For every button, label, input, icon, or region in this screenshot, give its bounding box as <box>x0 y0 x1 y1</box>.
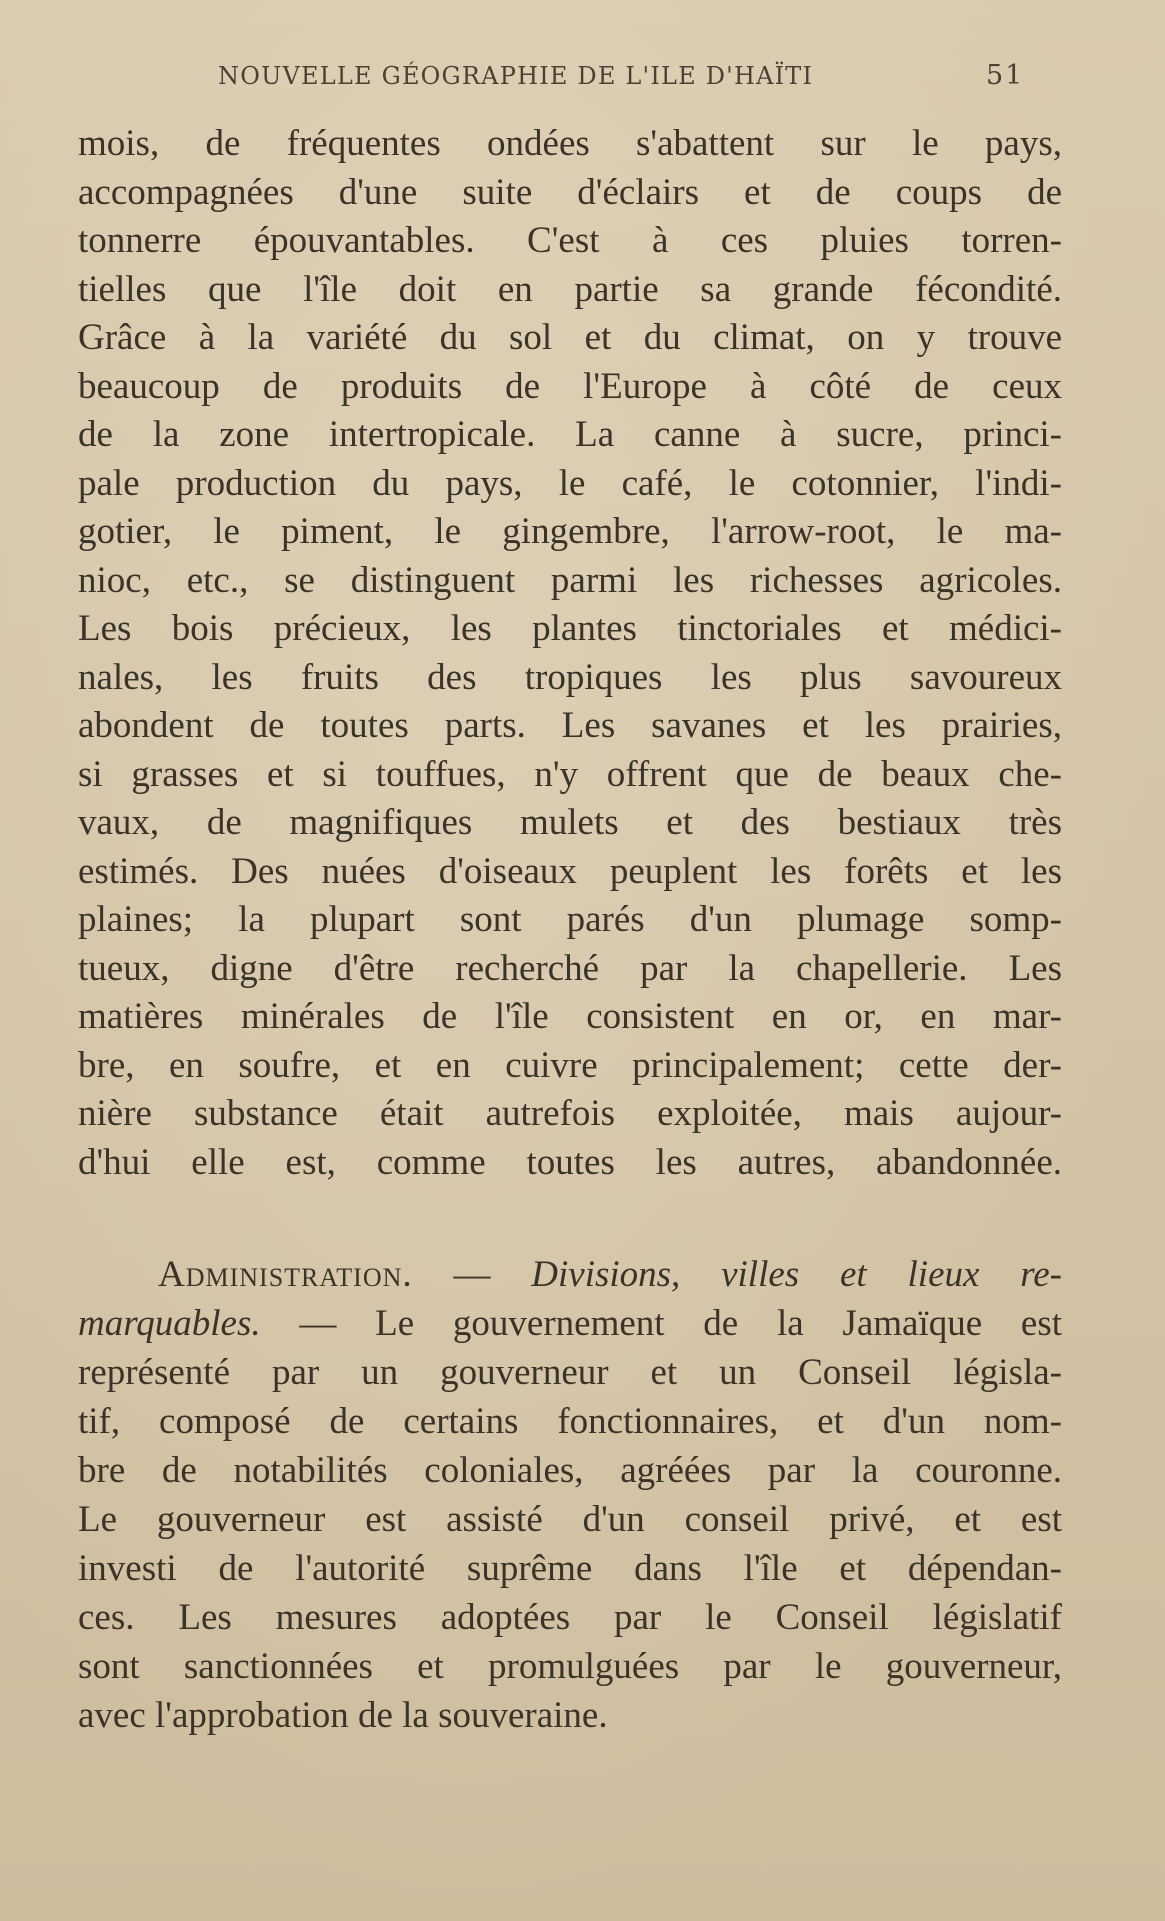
text-line: pale production du pays, le café, le cotonnier, l'indi- <box>78 462 1062 504</box>
section-heading: Administration. <box>158 1254 413 1295</box>
page-header <box>0 58 1165 102</box>
section-heading-line <box>78 1250 1062 1299</box>
text-line: de la zone intertropicale. La canne à sucre, princi- <box>78 414 1062 455</box>
paragraph-administration <box>78 1250 1062 1740</box>
text-line: Grâce à la variété du sol et du climat, on y trouve <box>78 317 1062 358</box>
text-line: Le gouverneur est assisté d'un conseil privé, et est <box>78 1499 1062 1540</box>
text-line: tonnerre épouvantables. C'est à ces pluies torren- <box>78 220 1062 261</box>
text-line: sont sanctionnées et promulguées par le gouverneur, <box>78 1646 1062 1687</box>
section-subheading: Divisions, villes et lieux re- <box>531 1254 1062 1295</box>
text-line: investi de l'autorité suprême dans l'île et dépendan- <box>78 1548 1062 1589</box>
text-line: tielles que l'île doit en partie sa grande fécondité. <box>78 268 1062 310</box>
text-line: nioc, etc., se distinguent parmi les richesses agricoles. <box>78 559 1062 601</box>
text-line: bre, en soufre, et en cuivre principalement; cette der- <box>78 1044 1062 1086</box>
text-line: vaux, de magnifiques mulets et des bestiaux très <box>78 802 1062 843</box>
text-line: d'hui elle est, comme toutes les autres, abandonnée. <box>78 1141 1062 1183</box>
section-subheading-continued: marquables. <box>78 1303 261 1344</box>
text-line: nales, les fruits des tropiques les plus savoureux <box>78 656 1062 698</box>
text-line: Les bois précieux, les plantes tinctoriales et médici- <box>78 608 1062 649</box>
text-line: matières minérales de l'île consistent en or, en mar- <box>78 996 1062 1037</box>
heading-dash: — <box>412 1254 532 1295</box>
text-line: ces. Les mesures adoptées par le Conseil législatif <box>78 1597 1062 1638</box>
text-line: nière substance était autrefois exploitée, mais aujour- <box>78 1093 1062 1134</box>
text-line: estimés. Des nuées d'oiseaux peuplent les forêts et les <box>78 850 1062 892</box>
text-line <box>78 1299 1062 1348</box>
text-line: avec l'approbation de la souveraine. <box>78 1695 608 1736</box>
text-line: tif, composé de certains fonctionnaires, et d'un nom- <box>78 1401 1062 1442</box>
running-title: NOUVELLE GÉOGRAPHIE DE L'ILE D'HAÏTI <box>218 62 814 90</box>
subheading-dash: — <box>260 1303 376 1344</box>
text-fragment: Le gouvernement de la Jamaïque est <box>375 1303 1063 1344</box>
text-line: si grasses et si touffues, n'y offrent que de beaux che- <box>78 753 1062 795</box>
text-line: bre de notabilités coloniales, agréées par la couronne. <box>78 1450 1062 1491</box>
text-line: plaines; la plupart sont parés d'un plumage somp- <box>78 899 1062 940</box>
text-line: mois, de fréquentes ondées s'abattent sur le pays, <box>78 123 1062 164</box>
page-number: 51 <box>986 60 1025 91</box>
paragraph-climate-products <box>78 120 1062 1187</box>
text-line: représenté par un gouverneur et un Conseil législa- <box>78 1352 1062 1393</box>
text-line: abondent de toutes parts. Les savanes et les prairies, <box>78 705 1062 746</box>
text-line: gotier, le piment, le gingembre, l'arrow-root, le ma- <box>78 511 1062 552</box>
text-line: tueux, digne d'être recherché par la chapellerie. Les <box>78 947 1062 989</box>
text-line: beaucoup de produits de l'Europe à côté de ceux <box>78 365 1062 407</box>
text-line: accompagnées d'une suite d'éclairs et de coups de <box>78 171 1062 213</box>
